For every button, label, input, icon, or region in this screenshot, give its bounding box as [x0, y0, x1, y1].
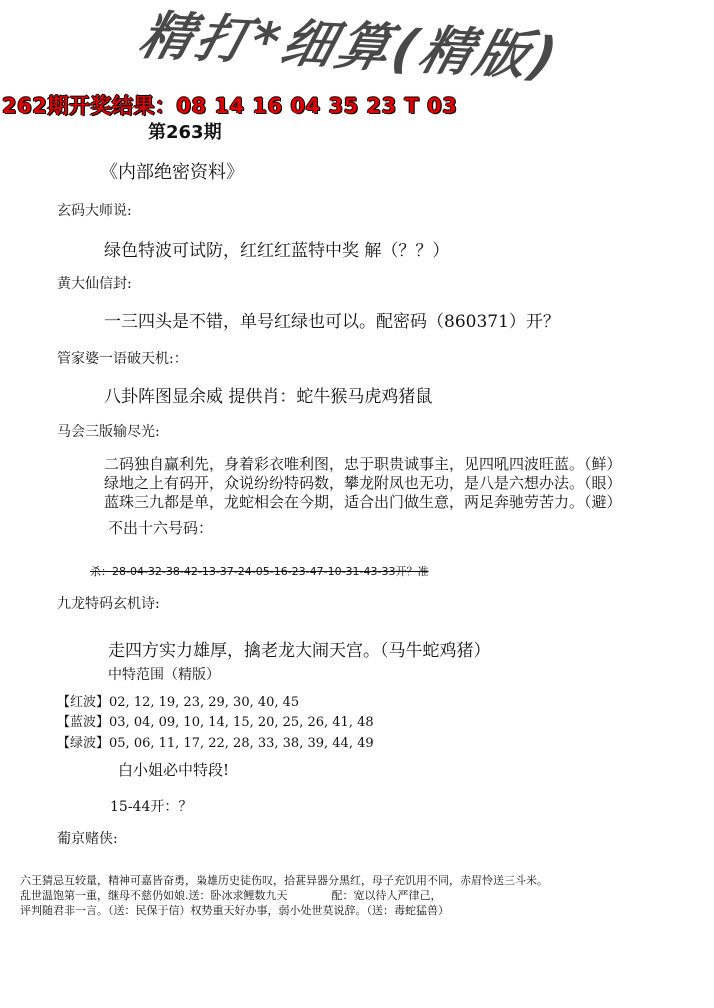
xuanma-text: 绿色特波可试防，红红红蓝特中奖 解（？？）	[104, 241, 450, 261]
jiulong-poem: 走四方实力雄厚，擒老龙大闹天宫。（马牛蛇鸡猪）	[108, 641, 491, 661]
mahui-label: 马会三版输尽光:	[57, 424, 160, 440]
wave-numbers: 03, 04, 09, 10, 14, 15, 20, 25, 26, 41, 48	[109, 715, 374, 730]
huang-label: 黄大仙信封:	[57, 276, 132, 292]
wave-numbers: 02, 12, 19, 23, 29, 30, 40, 45	[109, 695, 300, 710]
wave-numbers: 05, 06, 11, 17, 22, 28, 33, 38, 39, 44, 49	[109, 736, 374, 751]
guanjia-label: 管家婆一语破天机:：	[57, 351, 188, 367]
wave-row-green	[57, 732, 374, 751]
mahui-line-1: 二码独自赢利先，身着彩衣唯利图，忠于职贵诚事主，见四吼四波旺蓝。（鲜）	[104, 455, 622, 473]
mahui-line-3: 蓝珠三九都是单，龙蛇相会在今期，适合出门做生意，两足奔驰劳苦力。（避）	[104, 493, 622, 511]
range-pick: 15-44开：？	[110, 799, 193, 815]
pujing-line-3: 评判随君非一言。（送：民保于信）权势重天好办事，弱小处世莫说辞。（送：毒蛇猛兽）	[20, 904, 449, 917]
wave-row-blue	[57, 711, 374, 730]
huang-text: 一三四头是不错，单号红绿也可以。配密码（860371）开？	[104, 312, 560, 332]
wave-row-red	[57, 691, 299, 710]
pujing-line-2: 乱世温饱第一重，继母不慈仍如娘.送：卧冰求鲤数九天 配：宽以待人严律己，	[20, 889, 442, 902]
kill-numbers-line: 杀：28-04-32-38-42-13-37-24-05-16-23-47-10-31-43-33开？准	[90, 565, 429, 578]
baixiaojie-text: 白小姐必中特段!	[118, 761, 230, 779]
mahui-note: 不出十六号码：	[108, 519, 214, 537]
issue-number: 第263期	[148, 122, 222, 143]
xuanma-label: 玄码大师说:	[57, 203, 132, 219]
pujing-label: 葡京赌侠:	[57, 831, 118, 847]
range-title: 中特范围（精版）	[108, 667, 220, 683]
doc-title: 《内部绝密资料》	[100, 162, 244, 183]
jiulong-label: 九龙特码玄机诗:	[57, 596, 160, 612]
wave-label: 【红波】	[57, 695, 110, 710]
wave-label: 【绿波】	[57, 736, 110, 751]
wave-label: 【蓝波】	[57, 715, 110, 730]
result-line: 262期开奖结果：08 14 16 04 35 23 T 03	[2, 94, 458, 118]
guanjia-text: 八卦阵图显余威 提供肖：蛇牛猴马虎鸡猪鼠	[104, 387, 433, 407]
mahui-line-2: 绿地之上有码开，众说纷纷特码数，攀龙附凤也无功，是八是六想办法。（眼）	[104, 474, 622, 492]
brush-title: 精打*细算(精版)	[133, 5, 567, 89]
pujing-line-1: 六王猜忌互较量，精神可嘉皆奋勇，枭雄历史徒伤叹，拾葚异器分黑红，母子充饥用不同，赤眉怜送三斗米。	[20, 874, 548, 887]
